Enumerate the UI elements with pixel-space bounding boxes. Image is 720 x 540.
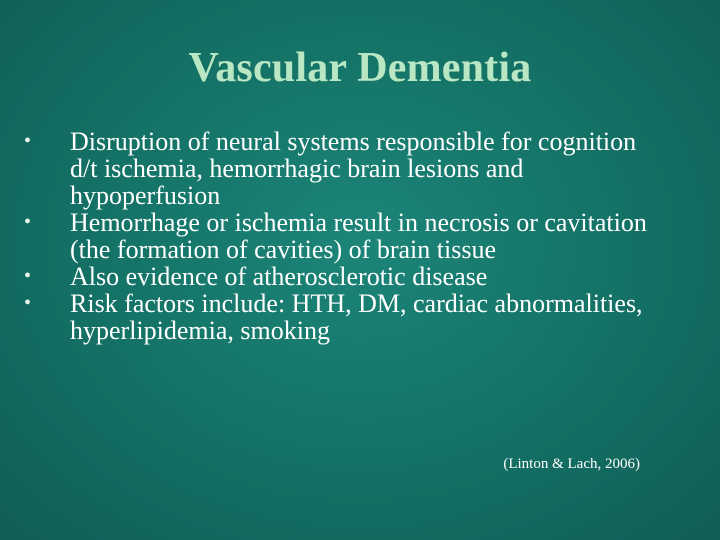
bullet-text: Hemorrhage or ischemia result in necrosis or cavitation (the formation of cavities) of brain tissue bbox=[70, 208, 647, 264]
citation: (Linton & Lach, 2006) bbox=[503, 456, 640, 472]
bullet-item bbox=[22, 128, 662, 209]
bullet-text: Disruption of neural systems responsible for cognition d/t ischemia, hemorrhagic brain lesions and hypoperfusion bbox=[70, 127, 637, 210]
bullet-point-icon: • bbox=[24, 130, 32, 152]
bullet-item bbox=[22, 263, 662, 290]
bullet-item bbox=[22, 290, 662, 344]
bullet-item bbox=[22, 209, 662, 263]
bullet-list bbox=[22, 128, 662, 344]
bullet-text: Also evidence of atherosclerotic disease bbox=[70, 262, 488, 291]
bullet-text: Risk factors include: HTH, DM, cardiac abnormalities, hyperlipidemia, smoking bbox=[70, 289, 643, 345]
slide-title: Vascular Dementia bbox=[188, 45, 532, 91]
bullet-point-icon: • bbox=[24, 292, 32, 314]
bullet-point-icon: • bbox=[24, 265, 32, 287]
bullet-point-icon: • bbox=[24, 211, 32, 233]
